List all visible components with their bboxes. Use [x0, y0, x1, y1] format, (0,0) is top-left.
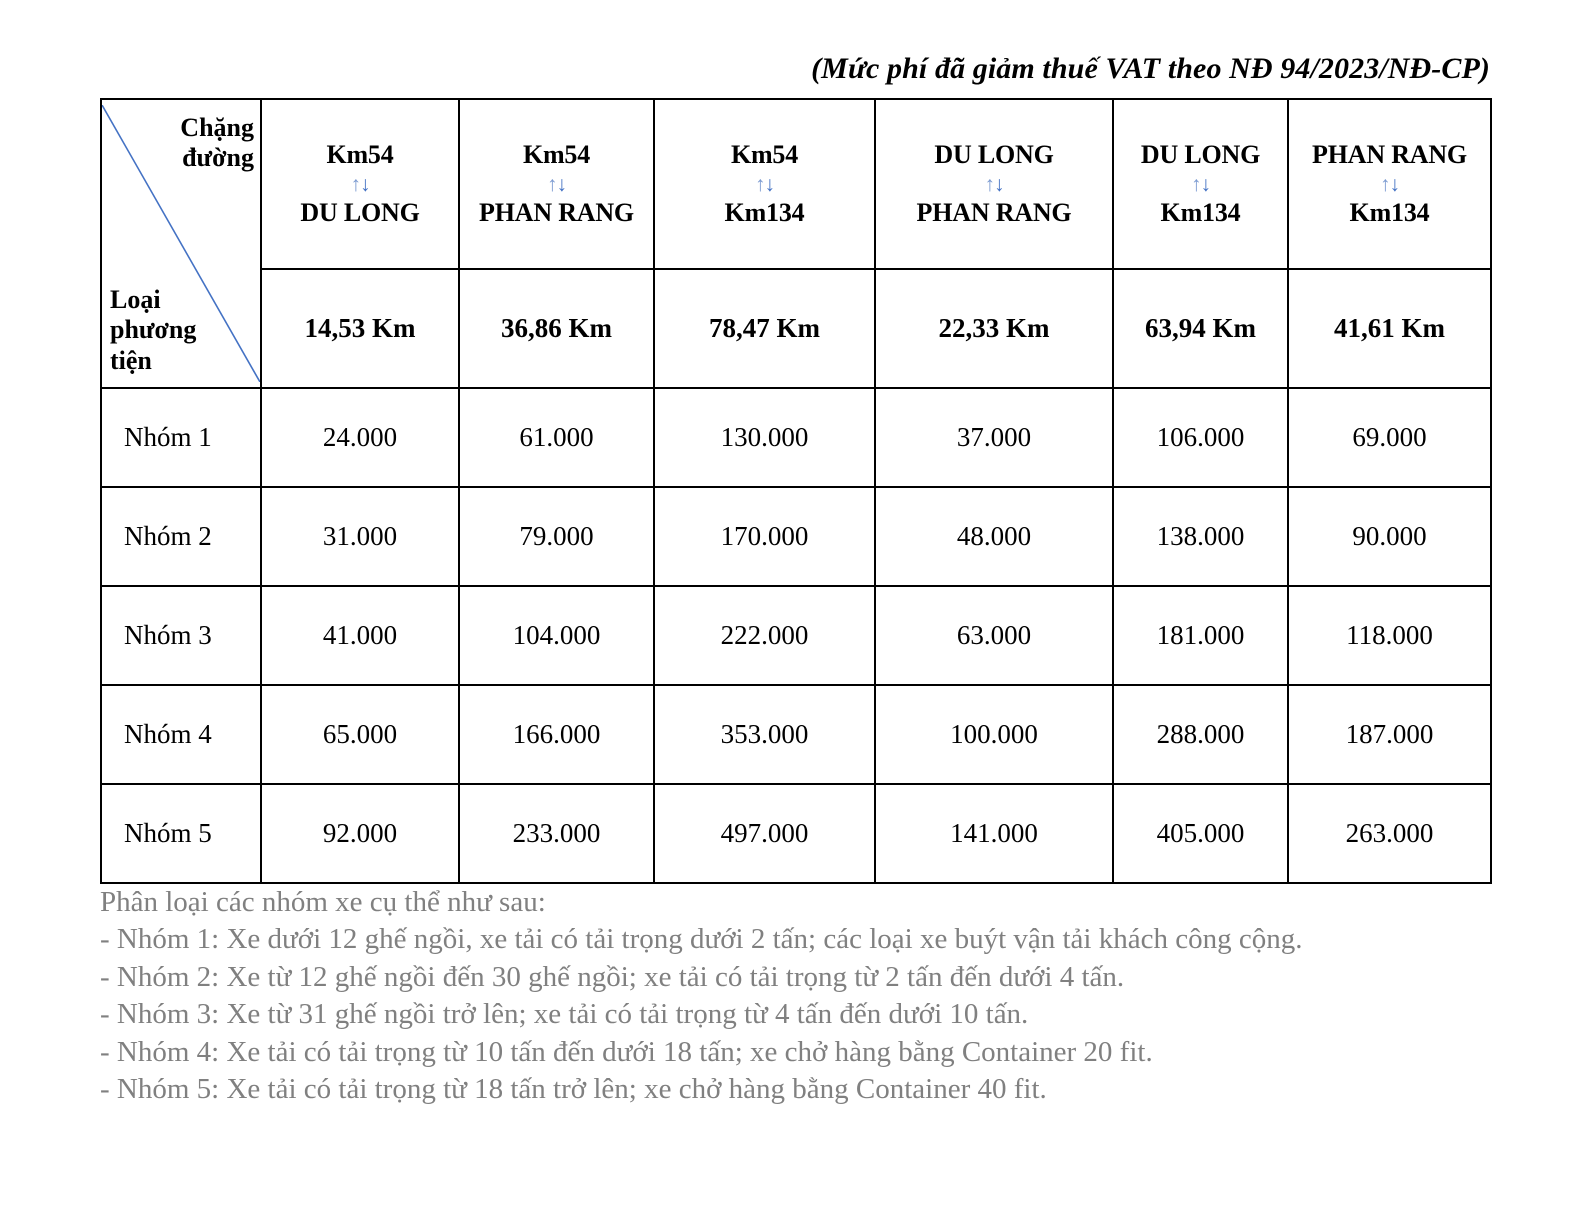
table-row	[101, 388, 1491, 487]
route-destination-6: Km134	[1349, 197, 1430, 227]
fee-r2c5: 138.000	[1113, 487, 1288, 586]
notes-intro: Phân loại các nhóm xe cụ thể như sau:	[100, 886, 546, 918]
corner-label-route: Chặng đường	[180, 113, 254, 173]
fee-r2c4: 48.000	[875, 487, 1113, 586]
fee-r1c5: 106.000	[1113, 388, 1288, 487]
fee-r4c2: 166.000	[459, 685, 654, 784]
route-distance-6: 41,61 Km	[1288, 269, 1491, 388]
fee-r1c4: 37.000	[875, 388, 1113, 487]
route-header-4	[875, 99, 1113, 269]
group-label-1: Nhóm 1	[101, 388, 261, 487]
fee-r3c2: 104.000	[459, 586, 654, 685]
route-origin-4: DU LONG	[934, 140, 1054, 170]
vat-note-title: (Mức phí đã giảm thuế VAT theo NĐ 94/2023/NĐ-CP)	[811, 52, 1490, 85]
table-row	[101, 784, 1491, 883]
fee-r2c1: 31.000	[261, 487, 459, 586]
note-group-4: - Nhóm 4: Xe tải có tải trọng từ 10 tấn đến dưới 18 tấn; xe chở hàng bằng Container 20 fit.	[100, 1035, 1153, 1068]
route-origin-6: PHAN RANG	[1312, 140, 1467, 170]
note-group-2: - Nhóm 2: Xe từ 12 ghế ngồi đến 30 ghế ngồi; xe tải có tải trọng từ 2 tấn đến dưới 4 tấn.	[100, 960, 1125, 993]
route-destination-2: PHAN RANG	[479, 197, 634, 227]
route-distance-1: 14,53 Km	[261, 269, 459, 388]
route-header-6	[1288, 99, 1491, 269]
bidirectional-arrow-icon: ↑↓	[547, 171, 566, 196]
route-header-5	[1113, 99, 1288, 269]
table-header-distance-row	[101, 269, 1491, 388]
fee-r4c5: 288.000	[1113, 685, 1288, 784]
route-destination-3: Km134	[724, 197, 805, 227]
route-destination-5: Km134	[1160, 197, 1241, 227]
note-group-5: - Nhóm 5: Xe tải có tải trọng từ 18 tấn trở lên; xe chở hàng bằng Container 40 fit.	[100, 1073, 1047, 1106]
fee-r4c4: 100.000	[875, 685, 1113, 784]
route-origin-2: Km54	[522, 140, 591, 170]
bidirectional-arrow-icon: ↑↓	[350, 171, 370, 196]
fee-r5c5: 405.000	[1113, 784, 1288, 883]
fee-r4c6: 187.000	[1288, 685, 1491, 784]
bidirectional-arrow-icon: ↑↓	[1191, 171, 1210, 196]
fee-r3c5: 181.000	[1113, 586, 1288, 685]
route-distance-2: 36,86 Km	[459, 269, 654, 388]
fee-r1c3: 130.000	[654, 388, 875, 487]
route-distance-4: 22,33 Km	[875, 269, 1113, 388]
route-header-3	[654, 99, 875, 269]
route-header-2	[459, 99, 654, 269]
fee-r5c2: 233.000	[459, 784, 654, 883]
group-label-3: Nhóm 3	[101, 586, 261, 685]
table-header-route-row	[101, 99, 1491, 269]
table-row	[101, 586, 1491, 685]
route-origin-3: Km54	[730, 140, 799, 170]
group-label-5: Nhóm 5	[101, 784, 261, 883]
fee-r2c6: 90.000	[1288, 487, 1491, 586]
route-distance-5: 63,94 Km	[1113, 269, 1288, 388]
fee-r3c1: 41.000	[261, 586, 459, 685]
route-distance-3: 78,47 Km	[654, 269, 875, 388]
route-destination-4: PHAN RANG	[916, 197, 1072, 227]
route-origin-1: Km54	[326, 140, 394, 170]
fee-r3c3: 222.000	[654, 586, 875, 685]
note-group-1: - Nhóm 1: Xe dưới 12 ghế ngồi, xe tải có tải trọng dưới 2 tấn; các loại xe buýt vận tải khách công cộng.	[100, 923, 1303, 956]
fee-r4c1: 65.000	[261, 685, 459, 784]
fee-r4c3: 353.000	[654, 685, 875, 784]
bidirectional-arrow-icon: ↑↓	[1380, 171, 1399, 196]
bidirectional-arrow-icon: ↑↓	[984, 171, 1004, 196]
corner-header-cell	[101, 99, 261, 388]
route-origin-5: DU LONG	[1140, 140, 1261, 170]
fee-r5c4: 141.000	[875, 784, 1113, 883]
table-row	[101, 685, 1491, 784]
fee-r5c1: 92.000	[261, 784, 459, 883]
corner-label-vehicle-type: Loại phương tiện	[110, 284, 197, 375]
note-group-3: - Nhóm 3: Xe từ 31 ghế ngồi trở lên; xe tải có tải trọng từ 4 tấn đến dưới 10 tấn.	[100, 998, 1029, 1031]
bidirectional-arrow-icon: ↑↓	[755, 171, 774, 196]
fee-r1c2: 61.000	[459, 388, 654, 487]
fee-r2c2: 79.000	[459, 487, 654, 586]
table-row	[101, 487, 1491, 586]
fee-r1c1: 24.000	[261, 388, 459, 487]
route-header-1	[261, 99, 459, 269]
fee-r2c3: 170.000	[654, 487, 875, 586]
route-destination-1: DU LONG	[300, 197, 420, 227]
fee-r5c6: 263.000	[1288, 784, 1491, 883]
group-label-2: Nhóm 2	[101, 487, 261, 586]
fee-r3c6: 118.000	[1288, 586, 1491, 685]
fee-r1c6: 69.000	[1288, 388, 1491, 487]
toll-fee-table	[100, 98, 1492, 884]
vehicle-group-notes	[100, 884, 1500, 1108]
group-label-4: Nhóm 4	[101, 685, 261, 784]
fee-r3c4: 63.000	[875, 586, 1113, 685]
fee-r5c3: 497.000	[654, 784, 875, 883]
